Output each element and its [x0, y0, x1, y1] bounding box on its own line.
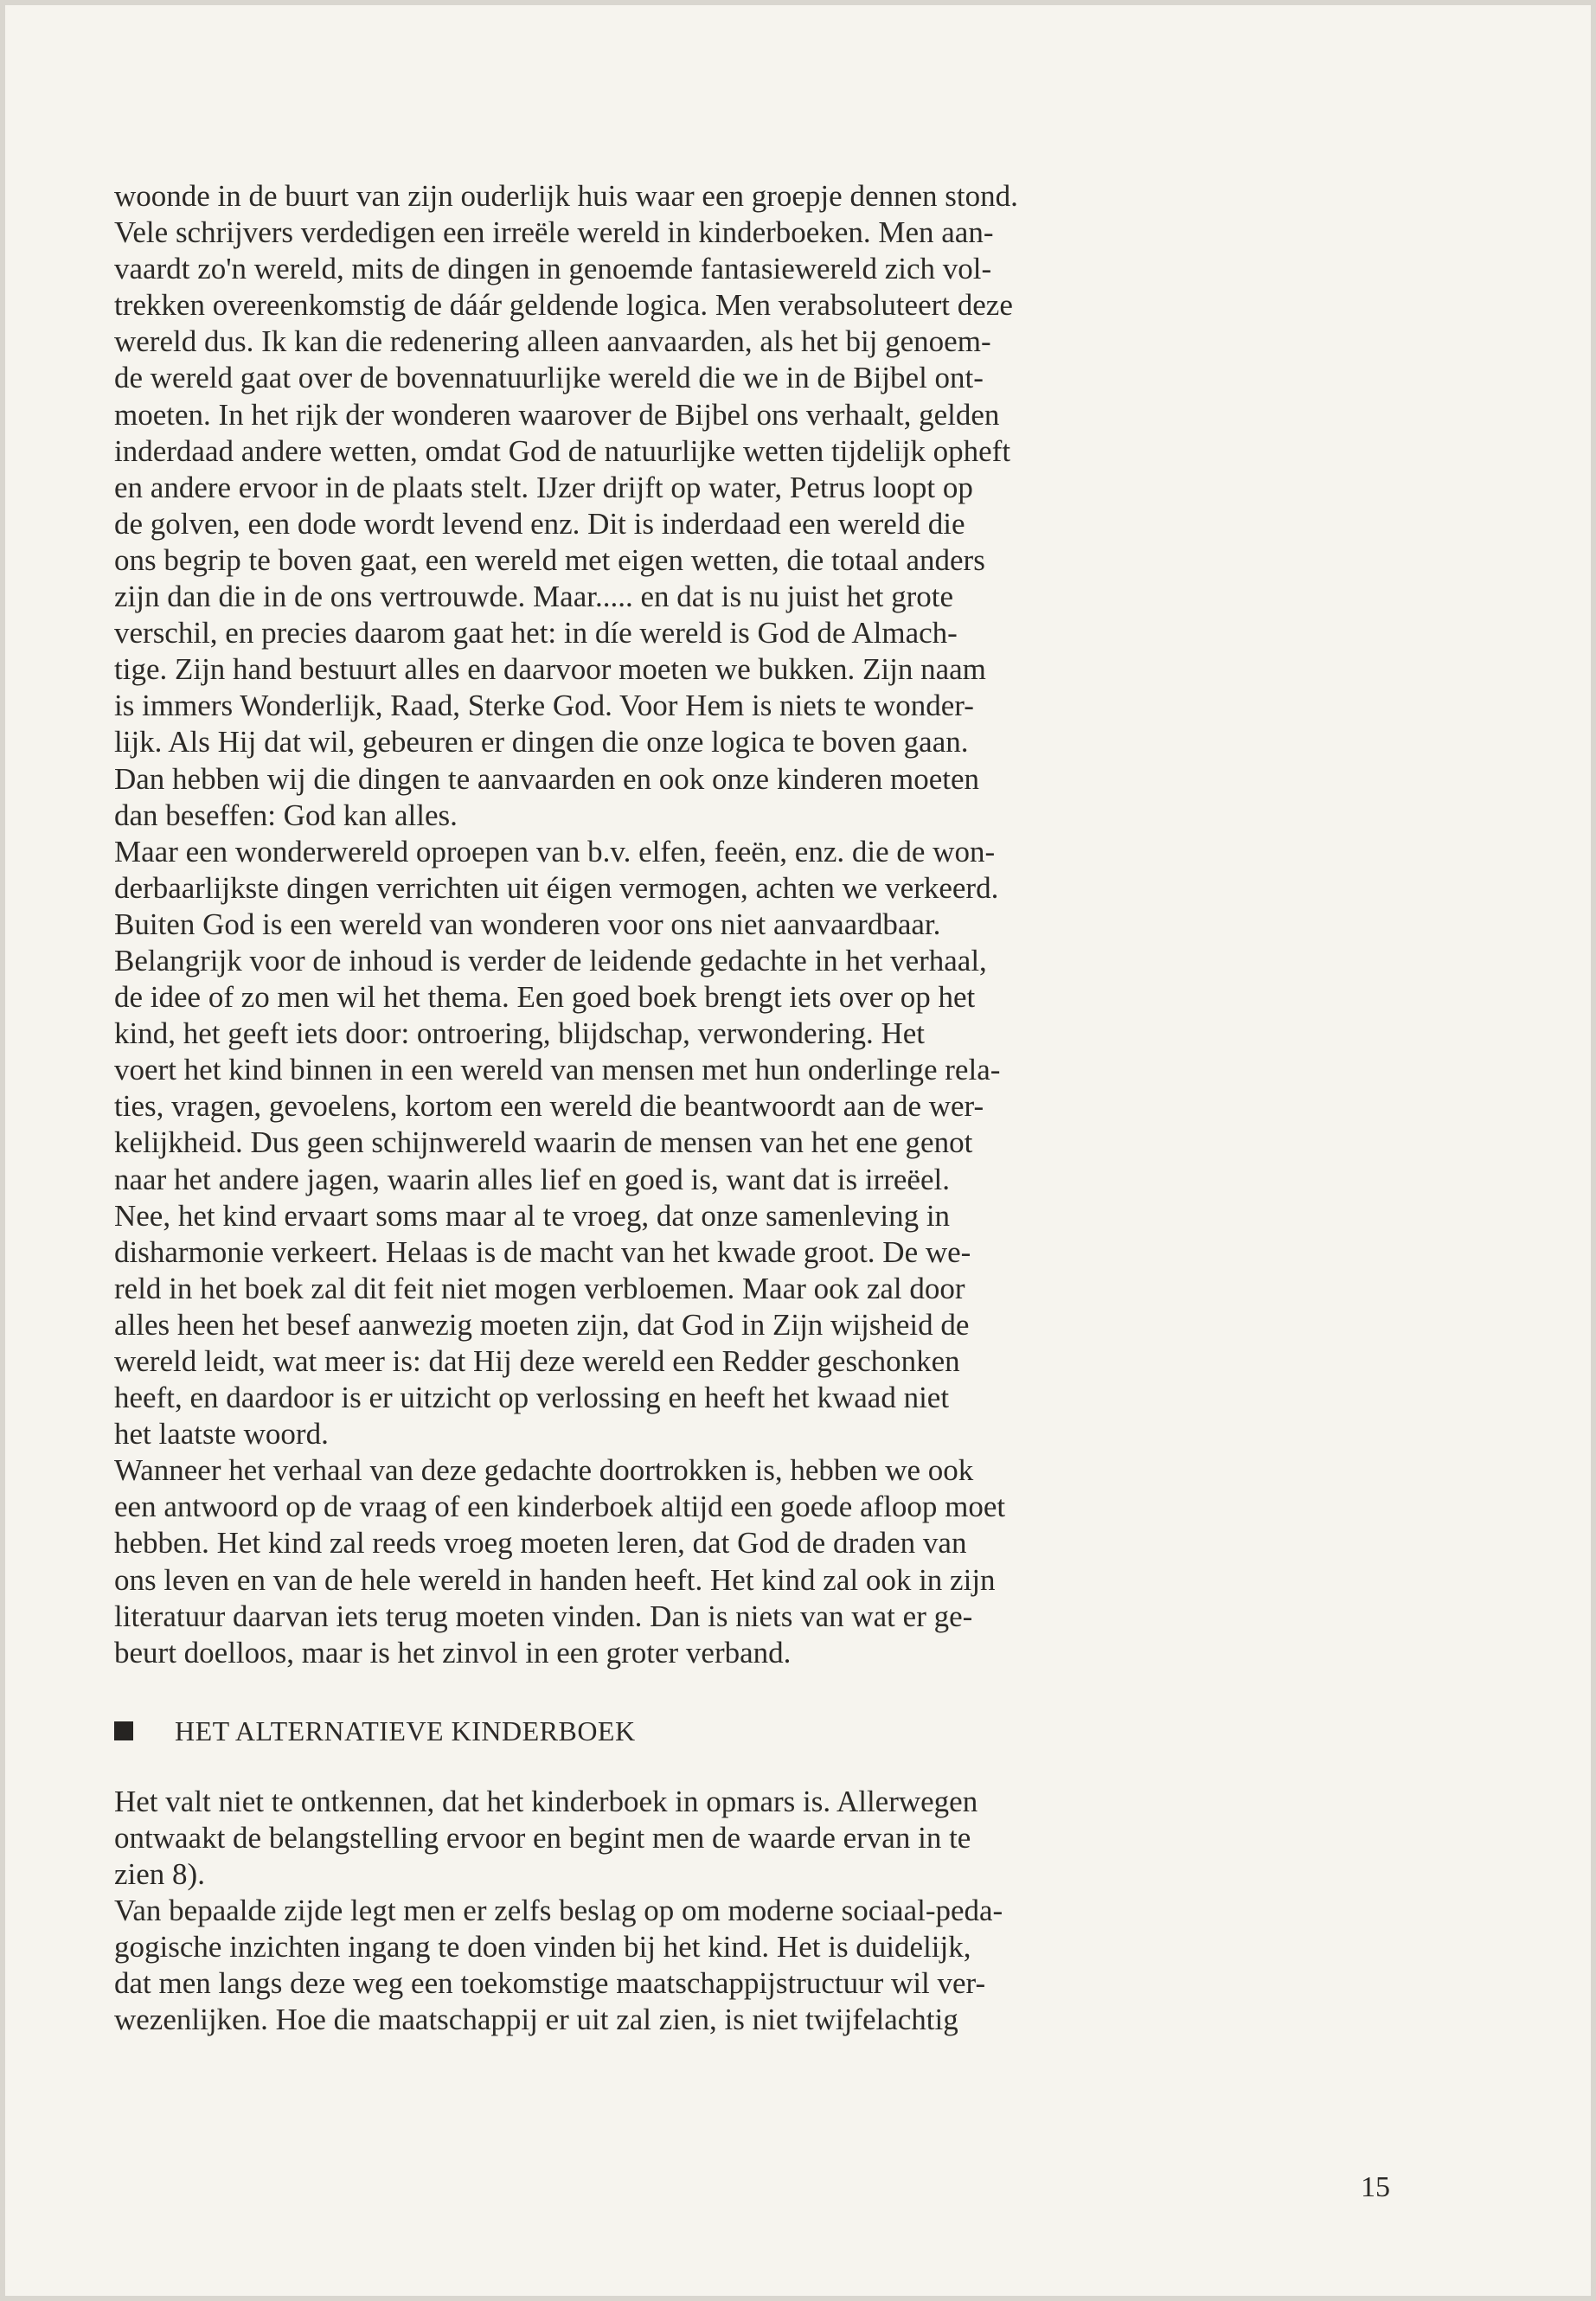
text-line: Vele schrijvers verdedigen een irreële wereld in kinderboeken. Men aan- [114, 215, 994, 250]
section-heading: HET ALTERNATIEVE KINDERBOEK [175, 1715, 636, 1747]
text-line: moeten. In het rijk der wonderen waarover de Bijbel ons verhaalt, gelden [114, 397, 1000, 432]
text-line: zien 8). [114, 1857, 205, 1892]
text-line: Belangrijk voor de inhoud is verder de leidende gedachte in het verhaal, [114, 943, 987, 977]
text-line: Van bepaalde zijde legt men er zelfs beslag op om moderne sociaal-peda- [114, 1894, 1003, 1928]
text-line: Wanneer het verhaal van deze gedachte doortrokken is, hebben we ook [114, 1453, 974, 1488]
text-line: een antwoord op de vraag of een kinderboek altijd een goede afloop moet [114, 1490, 1006, 1524]
text-line: en andere ervoor in de plaats stelt. IJzer drijft op water, Petrus loopt op [114, 470, 973, 504]
text-line: vaardt zo'n wereld, mits de dingen in genoemde fantasiewereld zich vol- [114, 252, 992, 286]
paragraph-3 [114, 1452, 1412, 1671]
text-line: wereld leidt, wat meer is: dat Hij deze wereld een Redder geschonken [114, 1344, 960, 1378]
text-line: zijn dan die in de ons vertrouwde. Maar..... en dat is nu juist het grote [114, 580, 954, 614]
text-line: dat men langs deze weg een toekomstige maatschappijstructuur wil ver- [114, 1966, 986, 2001]
text-line: de golven, een dode wordt levend enz. Dit is inderdaad een wereld die [114, 506, 965, 541]
text-line: voert het kind binnen in een wereld van mensen met hun onderlinge rela- [114, 1053, 1001, 1087]
text-line: woonde in de buurt van zijn ouderlijk huis waar een groepje dennen stond. [114, 179, 1018, 213]
paragraph-1 [114, 178, 1412, 834]
text-line: inderdaad andere wetten, omdat God de natuurlijke wetten tijdelijk opheft [114, 433, 1011, 468]
text-line: dan beseffen: God kan alles. [114, 798, 458, 832]
text-line: lijk. Als Hij dat wil, gebeuren er dingen die onze logica te boven gaan. [114, 725, 969, 760]
page-number: 15 [1361, 2171, 1390, 2203]
text-line: wezenlijken. Hoe die maatschappij er uit zal zien, is niet twijfelachtig [114, 2003, 958, 2037]
text-line: ties, vragen, gevoelens, kortom een wereld die beantwoordt aan de wer- [114, 1089, 984, 1124]
text-line: ons begrip te boven gaat, een wereld met eigen wetten, die totaal anders [114, 542, 985, 577]
section-heading-row [114, 1713, 1412, 1749]
text-line: wereld dus. Ik kan die redenering alleen aanvaarden, als het bij genoem- [114, 324, 991, 359]
text-line: derbaarlijkste dingen verrichten uit éigen vermogen, achten we verkeerd. [114, 870, 999, 905]
text-line: disharmonie verkeert. Helaas is de macht van het kwade groot. De we- [114, 1234, 971, 1269]
text-line: Nee, het kind ervaart soms maar al te vroeg, dat onze samenleving in [114, 1198, 951, 1233]
text-line: tige. Zijn hand bestuurt alles en daarvoor moeten we bukken. Zijn naam [114, 652, 986, 687]
text-line: Het valt niet te ontkennen, dat het kinderboek in opmars is. Allerwegen [114, 1784, 978, 1818]
text-line: literatuur daarvan iets terug moeten vinden. Dan is niets van wat er ge- [114, 1599, 973, 1633]
text-line: is immers Wonderlijk, Raad, Sterke God. Voor Hem is niets te wonder- [114, 689, 974, 723]
paragraph-5 [114, 1893, 1412, 2038]
text-line: reld in het boek zal dit feit niet mogen verbloemen. Maar ook zal door [114, 1271, 965, 1305]
text-line: Dan hebben wij die dingen te aanvaarden en ook onze kinderen moeten [114, 761, 980, 796]
text-line: de idee of zo men wil het thema. Een goed boek brengt iets over op het [114, 980, 976, 1015]
text-line: kind, het geeft iets door: ontroering, blijdschap, verwondering. Het [114, 1016, 925, 1051]
paragraph-4 [114, 1784, 1412, 1893]
text-line: naar het andere jagen, waarin alles lief en goed is, want dat is irreëel. [114, 1162, 950, 1196]
text-line: gogische inzichten ingang te doen vinden bij het kind. Het is duidelijk, [114, 1930, 971, 1965]
body-text [114, 178, 1412, 2039]
text-line: Maar een wonderwereld oproepen van b.v. elfen, feeën, enz. die de won- [114, 834, 996, 868]
text-line: hebben. Het kind zal reeds vroeg moeten leren, dat God de draden van [114, 1526, 967, 1561]
text-line: heeft, en daardoor is er uitzicht op verlossing en heeft het kwaad niet [114, 1381, 950, 1415]
text-line: beurt doelloos, maar is het zinvol in een groter verband. [114, 1635, 792, 1670]
text-line: het laatste woord. [114, 1417, 329, 1452]
paragraph-2 [114, 834, 1412, 1453]
text-line: alles heen het besef aanwezig moeten zijn, dat God in Zijn wijsheid de [114, 1307, 970, 1342]
text-line: kelijkheid. Dus geen schijnwereld waarin de mensen van het ene genot [114, 1125, 973, 1160]
square-bullet-icon [114, 1721, 133, 1740]
text-line: trekken overeenkomstig de dáár geldende logica. Men verabsoluteert deze [114, 288, 1013, 323]
text-line: ons leven en van de hele wereld in handen heeft. Het kind zal ook in zijn [114, 1562, 996, 1597]
text-line: de wereld gaat over de bovennatuurlijke wereld die we in de Bijbel ont- [114, 361, 984, 395]
book-page [5, 5, 1591, 2296]
text-line: Buiten God is een wereld van wonderen voor ons niet aanvaardbaar. [114, 907, 941, 941]
text-line: verschil, en precies daarom gaat het: in díe wereld is God de Almach- [114, 616, 958, 651]
text-line: ontwaakt de belangstelling ervoor en begint men de waarde ervan in te [114, 1820, 971, 1855]
